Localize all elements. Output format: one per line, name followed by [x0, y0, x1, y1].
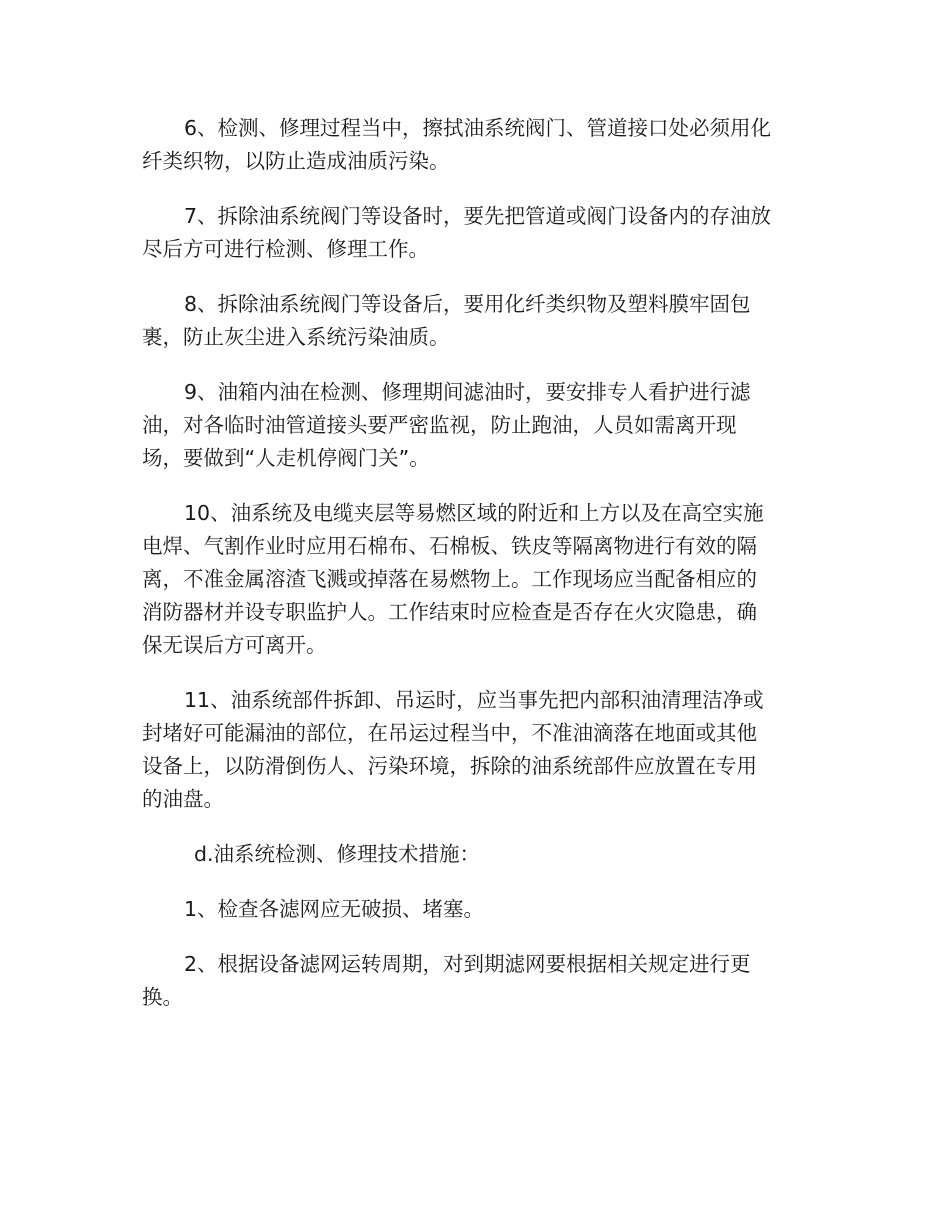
paragraph-item-11	[142, 684, 808, 816]
document-body	[142, 112, 808, 1036]
paragraph-item-d1	[142, 893, 808, 926]
paragraph-item-8	[142, 288, 808, 354]
paragraph-item-7	[142, 200, 808, 266]
paragraph-item-6	[142, 112, 808, 178]
paragraph-line: 保无误后方可离开。	[142, 633, 327, 657]
paragraph-line: 换。	[142, 985, 183, 1009]
paragraph-line: 6、检测、修理过程当中，擦拭油系统阀门、管道接口处必须用化	[184, 116, 772, 140]
paragraph-line: 1、检查各滤网应无破损、堵塞。	[184, 897, 485, 921]
paragraph-line: 纤类织物，以防止造成油质污染。	[142, 149, 450, 173]
paragraph-line: 封堵好可能漏油的部位，在吊运过程当中，不准油滴落在地面或其他	[142, 721, 757, 745]
paragraph-line: 消防器材并设专职监护人。工作结束时应检查是否存在火灾隐患，确	[142, 600, 757, 624]
paragraph-line: 裹，防止灰尘进入系统污染油质。	[142, 325, 450, 349]
paragraph-line: d.油系统检测、修理技术措施：	[194, 842, 481, 866]
paragraph-line: 电焊、气割作业时应用石棉布、石棉板、铁皮等隔离物进行有效的隔	[142, 534, 757, 558]
section-heading-d	[142, 838, 808, 871]
paragraph-line: 11、油系统部件拆卸、吊运时，应当事先把内部积油清理洁净或	[184, 688, 764, 712]
paragraph-line: 2、根据设备滤网运转周期，对到期滤网要根据相关规定进行更	[184, 952, 751, 976]
paragraph-item-10	[142, 497, 808, 662]
paragraph-line: 油，对各临时油管道接头要严密监视，防止跑油，人员如需离开现	[142, 413, 737, 437]
paragraph-line: 离，不准金属溶渣飞溅或掉落在易燃物上。工作现场应当配备相应的	[142, 567, 757, 591]
paragraph-line: 场，要做到“人走机停阀门关”。	[142, 446, 430, 470]
paragraph-item-d2	[142, 948, 808, 1014]
paragraph-line: 8、拆除油系统阀门等设备后，要用化纤类织物及塑料膜牢固包	[184, 292, 751, 316]
paragraph-line: 9、油箱内油在检测、修理期间滤油时，要安排专人看护进行滤	[184, 380, 751, 404]
paragraph-line: 设备上，以防滑倒伤人、污染环境，拆除的油系统部件应放置在专用	[142, 754, 757, 778]
paragraph-line: 尽后方可进行检测、修理工作。	[142, 237, 429, 261]
paragraph-line: 的油盘。	[142, 787, 224, 811]
paragraph-item-9	[142, 376, 808, 475]
paragraph-line: 7、拆除油系统阀门等设备时，要先把管道或阀门设备内的存油放	[184, 204, 772, 228]
paragraph-line: 10、油系统及电缆夹层等易燃区域的附近和上方以及在高空实施	[184, 501, 764, 525]
